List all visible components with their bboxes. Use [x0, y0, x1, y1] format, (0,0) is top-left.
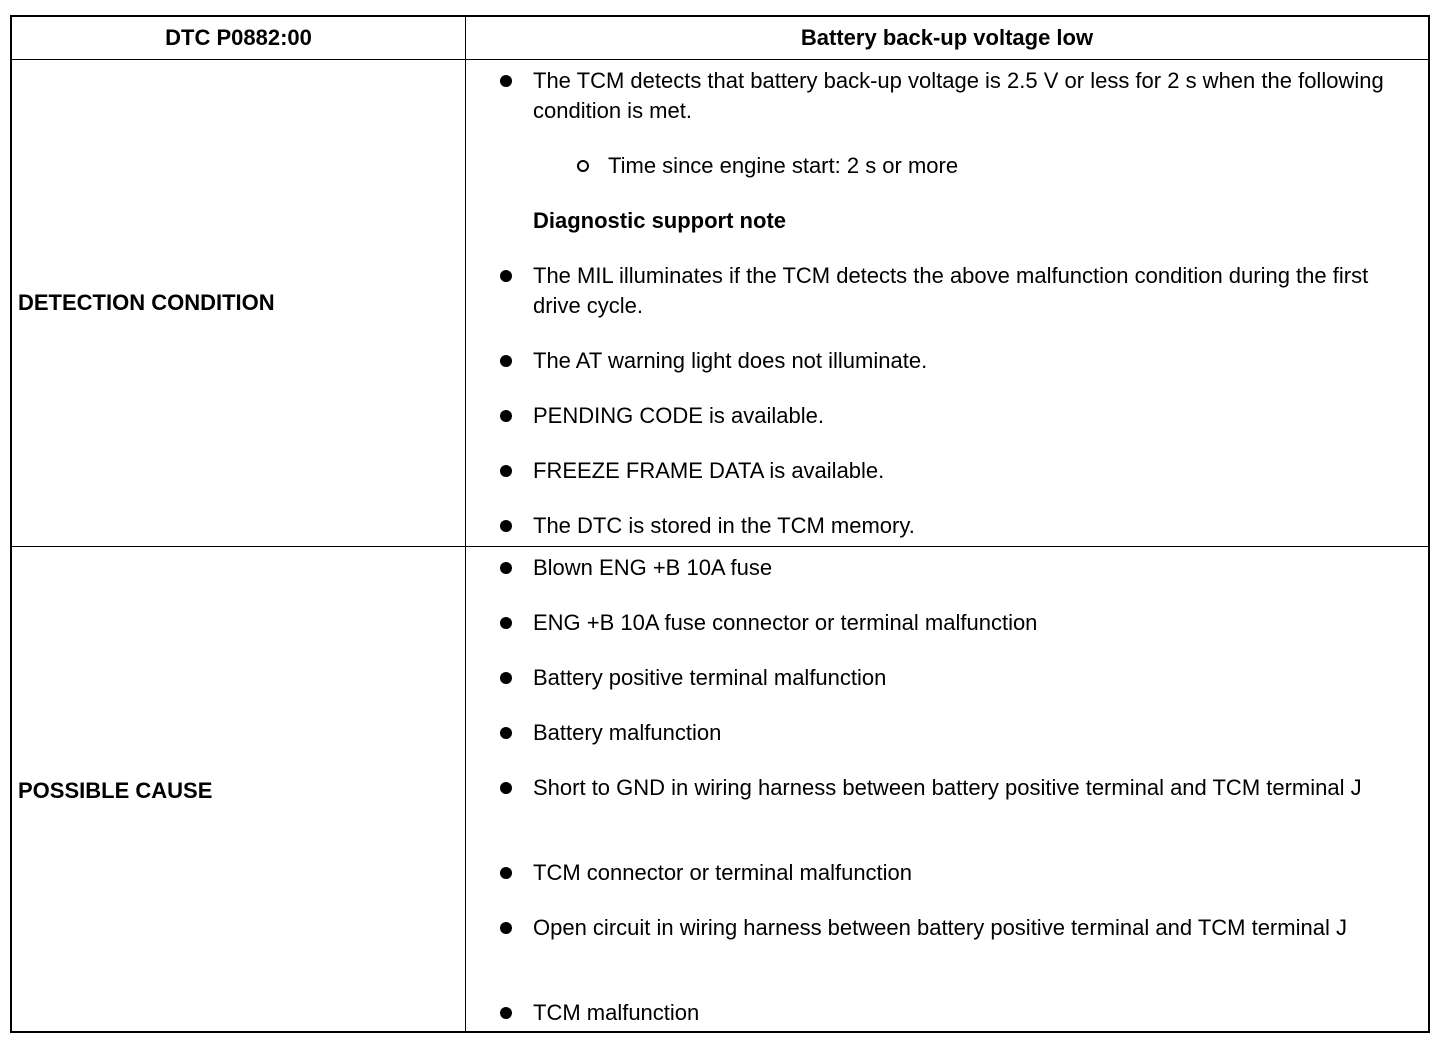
list-item-text: TCM malfunction	[533, 1000, 700, 1025]
bullet-icon	[500, 672, 512, 684]
bullet-icon	[500, 922, 512, 934]
column-divider	[465, 17, 466, 1031]
list-item	[533, 858, 1393, 888]
list-subitem	[608, 151, 1388, 181]
bullet-icon	[500, 465, 512, 477]
bullet-icon	[500, 617, 512, 629]
header-divider	[12, 59, 1428, 60]
list-item-text: Battery positive terminal malfunction	[533, 665, 887, 690]
list-item-text: Open circuit in wiring harness between battery positive terminal and TCM terminal J	[533, 915, 1347, 940]
bullet-icon	[500, 867, 512, 879]
list-item	[533, 553, 1393, 583]
bullet-icon	[500, 562, 512, 574]
bullet-icon	[500, 355, 512, 367]
list-item	[533, 456, 1393, 486]
bullet-icon	[500, 1007, 512, 1019]
list-item-text: PENDING CODE is available.	[533, 403, 824, 428]
list-item-text: The TCM detects that battery back-up voltage is 2.5 V or less for 2 s when the following condition is met.	[533, 68, 1384, 123]
list-item	[533, 773, 1393, 803]
list-item-text: Battery malfunction	[533, 720, 722, 745]
bullet-icon	[500, 520, 512, 532]
bullet-icon	[500, 75, 512, 87]
list-item	[533, 663, 1393, 693]
list-item	[533, 401, 1393, 431]
list-item	[533, 998, 1393, 1028]
dtc-code-header: DTC P0882:00	[165, 25, 312, 50]
list-item-text: The DTC is stored in the TCM memory.	[533, 513, 915, 538]
list-item-text: The AT warning light does not illuminate.	[533, 348, 928, 373]
detection-condition-label: DETECTION CONDITION	[18, 290, 275, 315]
dtc-title-header: Battery back-up voltage low	[800, 25, 1094, 50]
list-item	[533, 511, 1393, 541]
list-item-text: The MIL illuminates if the TCM detects the above malfunction condition during the first drive cycle.	[533, 263, 1369, 318]
list-item	[533, 913, 1393, 943]
list-item	[533, 261, 1393, 321]
list-item-text: FREEZE FRAME DATA is available.	[533, 458, 885, 483]
row-divider	[12, 546, 1428, 547]
list-item-text: TCM connector or terminal malfunction	[533, 860, 913, 885]
bullet-icon	[500, 270, 512, 282]
list-item-text: Blown ENG +B 10A fuse	[533, 555, 773, 580]
bullet-icon	[500, 410, 512, 422]
hollow-bullet-icon	[577, 160, 589, 172]
list-item	[533, 66, 1393, 126]
list-subitem-text: Time since engine start: 2 s or more	[608, 153, 959, 178]
list-item-text: ENG +B 10A fuse connector or terminal malfunction	[533, 610, 1038, 635]
bullet-icon	[500, 727, 512, 739]
list-item	[533, 718, 1393, 748]
bullet-icon	[500, 782, 512, 794]
list-item	[533, 608, 1393, 638]
list-item	[533, 346, 1393, 376]
possible-cause-label: POSSIBLE CAUSE	[18, 778, 213, 803]
list-item-text: Short to GND in wiring harness between battery positive terminal and TCM terminal J	[533, 775, 1362, 800]
diagnostic-note-heading: Diagnostic support note	[533, 208, 786, 233]
